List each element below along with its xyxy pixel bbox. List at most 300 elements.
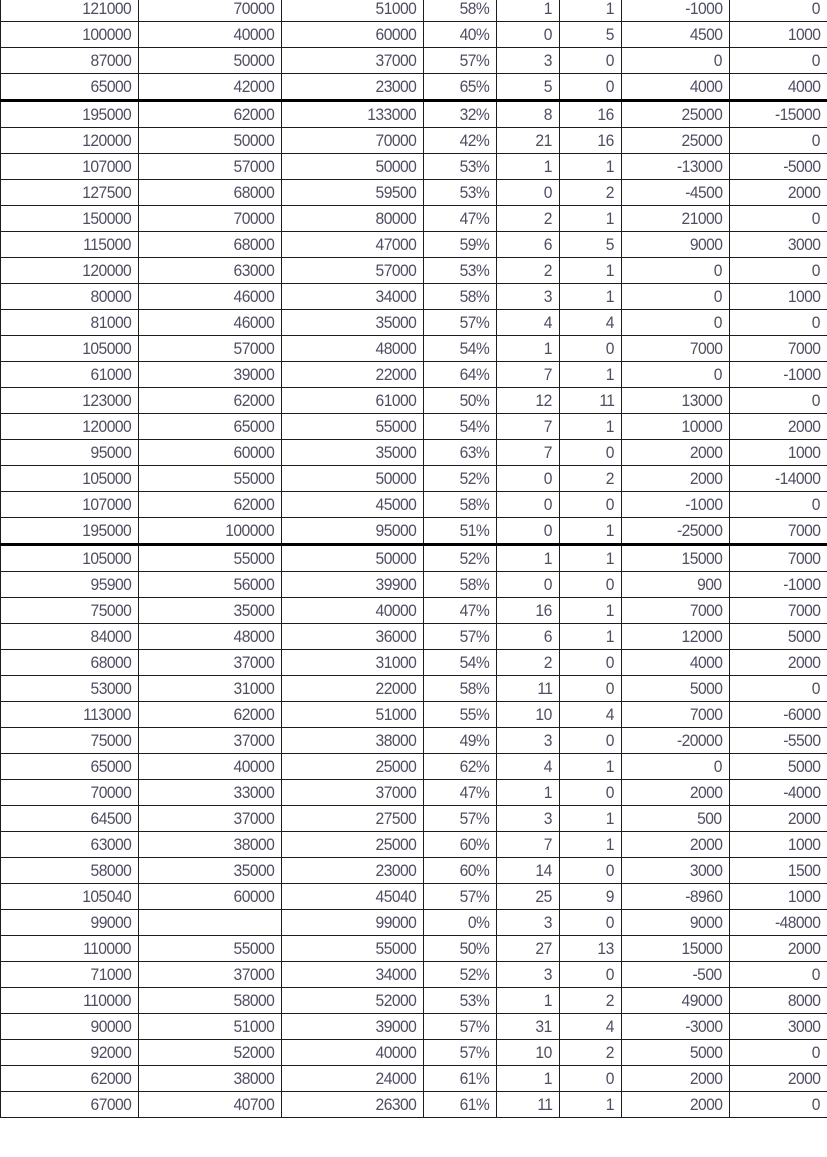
cell[interactable] — [1, 624, 139, 650]
cell[interactable] — [139, 832, 282, 858]
cell[interactable] — [497, 1092, 560, 1118]
cell[interactable] — [1, 545, 139, 572]
cell[interactable] — [497, 650, 560, 676]
cell[interactable] — [139, 206, 282, 232]
cell[interactable] — [560, 74, 622, 101]
cell[interactable] — [424, 1066, 497, 1092]
cell[interactable] — [1, 780, 139, 806]
cell[interactable] — [622, 1066, 730, 1092]
cell[interactable] — [622, 232, 730, 258]
cell[interactable] — [622, 832, 730, 858]
cell[interactable] — [560, 206, 622, 232]
cell[interactable] — [139, 858, 282, 884]
cell[interactable] — [282, 884, 424, 910]
cell[interactable] — [1, 858, 139, 884]
cell[interactable] — [424, 440, 497, 466]
cell[interactable] — [560, 884, 622, 910]
cell[interactable] — [560, 101, 622, 128]
cell[interactable] — [730, 440, 827, 466]
cell[interactable] — [139, 101, 282, 128]
cell[interactable] — [622, 284, 730, 310]
cell[interactable] — [560, 988, 622, 1014]
cell[interactable] — [730, 858, 827, 884]
cell[interactable] — [730, 284, 827, 310]
cell[interactable] — [622, 936, 730, 962]
cell[interactable] — [497, 492, 560, 518]
cell[interactable] — [1, 702, 139, 728]
cell[interactable] — [424, 988, 497, 1014]
cell[interactable] — [560, 754, 622, 780]
cell[interactable] — [282, 728, 424, 754]
cell[interactable] — [560, 414, 622, 440]
cell[interactable] — [139, 310, 282, 336]
cell[interactable] — [139, 362, 282, 388]
cell[interactable] — [424, 806, 497, 832]
cell[interactable] — [622, 128, 730, 154]
cell[interactable] — [730, 492, 827, 518]
cell[interactable] — [282, 440, 424, 466]
cell[interactable] — [730, 624, 827, 650]
cell[interactable] — [139, 806, 282, 832]
cell[interactable] — [282, 362, 424, 388]
cell[interactable] — [730, 414, 827, 440]
cell[interactable] — [282, 310, 424, 336]
cell[interactable] — [622, 598, 730, 624]
cell[interactable] — [424, 832, 497, 858]
cell[interactable] — [497, 936, 560, 962]
cell[interactable] — [424, 128, 497, 154]
cell[interactable] — [560, 258, 622, 284]
cell[interactable] — [730, 336, 827, 362]
cell[interactable] — [282, 962, 424, 988]
cell[interactable] — [282, 598, 424, 624]
cell[interactable] — [139, 728, 282, 754]
cell[interactable] — [730, 1040, 827, 1066]
cell[interactable] — [282, 414, 424, 440]
cell[interactable] — [560, 1092, 622, 1118]
cell[interactable] — [282, 22, 424, 48]
cell[interactable] — [560, 832, 622, 858]
cell[interactable] — [1, 74, 139, 101]
cell[interactable] — [730, 702, 827, 728]
cell[interactable] — [1, 492, 139, 518]
cell[interactable] — [139, 180, 282, 206]
cell[interactable] — [1, 258, 139, 284]
cell[interactable] — [424, 22, 497, 48]
cell[interactable] — [497, 598, 560, 624]
cell[interactable] — [497, 884, 560, 910]
cell[interactable] — [424, 74, 497, 101]
cell[interactable] — [1, 154, 139, 180]
cell[interactable] — [730, 128, 827, 154]
cell[interactable] — [730, 572, 827, 598]
cell[interactable] — [424, 336, 497, 362]
cell[interactable] — [424, 728, 497, 754]
cell[interactable] — [497, 101, 560, 128]
cell[interactable] — [560, 22, 622, 48]
cell[interactable] — [139, 492, 282, 518]
cell[interactable] — [560, 362, 622, 388]
cell[interactable] — [424, 0, 497, 22]
cell[interactable] — [1, 101, 139, 128]
cell[interactable] — [560, 284, 622, 310]
cell[interactable] — [560, 128, 622, 154]
cell[interactable] — [139, 466, 282, 492]
cell[interactable] — [560, 676, 622, 702]
cell[interactable] — [622, 101, 730, 128]
cell[interactable] — [1, 310, 139, 336]
cell[interactable] — [424, 388, 497, 414]
cell[interactable] — [560, 310, 622, 336]
cell[interactable] — [139, 154, 282, 180]
cell[interactable] — [560, 48, 622, 74]
cell[interactable] — [560, 598, 622, 624]
cell[interactable] — [282, 780, 424, 806]
cell[interactable] — [560, 388, 622, 414]
cell[interactable] — [139, 910, 282, 936]
cell[interactable] — [622, 572, 730, 598]
cell[interactable] — [560, 518, 622, 545]
cell[interactable] — [560, 572, 622, 598]
cell[interactable] — [560, 728, 622, 754]
cell[interactable] — [424, 206, 497, 232]
cell[interactable] — [424, 545, 497, 572]
cell[interactable] — [497, 858, 560, 884]
cell[interactable] — [282, 910, 424, 936]
cell[interactable] — [282, 492, 424, 518]
cell[interactable] — [560, 806, 622, 832]
cell[interactable] — [730, 806, 827, 832]
cell[interactable] — [730, 74, 827, 101]
cell[interactable] — [282, 180, 424, 206]
cell[interactable] — [730, 0, 827, 22]
cell[interactable] — [730, 258, 827, 284]
cell[interactable] — [622, 492, 730, 518]
cell[interactable] — [424, 650, 497, 676]
cell[interactable] — [1, 572, 139, 598]
cell[interactable] — [424, 492, 497, 518]
cell[interactable] — [1, 22, 139, 48]
cell[interactable] — [497, 832, 560, 858]
cell[interactable] — [139, 440, 282, 466]
cell[interactable] — [497, 988, 560, 1014]
cell[interactable] — [424, 962, 497, 988]
cell[interactable] — [730, 754, 827, 780]
cell[interactable] — [497, 232, 560, 258]
cell[interactable] — [622, 1040, 730, 1066]
cell[interactable] — [282, 154, 424, 180]
cell[interactable] — [282, 48, 424, 74]
cell[interactable] — [497, 1040, 560, 1066]
cell[interactable] — [139, 676, 282, 702]
cell[interactable] — [1, 598, 139, 624]
cell[interactable] — [1, 1066, 139, 1092]
cell[interactable] — [1, 1014, 139, 1040]
cell[interactable] — [730, 910, 827, 936]
cell[interactable] — [622, 466, 730, 492]
cell[interactable] — [424, 702, 497, 728]
cell[interactable] — [730, 1066, 827, 1092]
cell[interactable] — [560, 780, 622, 806]
cell[interactable] — [1, 206, 139, 232]
cell[interactable] — [560, 910, 622, 936]
cell[interactable] — [730, 466, 827, 492]
cell[interactable] — [282, 1040, 424, 1066]
cell[interactable] — [139, 388, 282, 414]
cell[interactable] — [424, 676, 497, 702]
cell[interactable] — [1, 0, 139, 22]
cell[interactable] — [622, 962, 730, 988]
cell[interactable] — [560, 492, 622, 518]
cell[interactable] — [139, 936, 282, 962]
cell[interactable] — [424, 598, 497, 624]
cell[interactable] — [497, 624, 560, 650]
cell[interactable] — [622, 728, 730, 754]
cell[interactable] — [497, 48, 560, 74]
cell[interactable] — [560, 1014, 622, 1040]
cell[interactable] — [424, 910, 497, 936]
cell[interactable] — [424, 754, 497, 780]
cell[interactable] — [730, 22, 827, 48]
cell[interactable] — [424, 101, 497, 128]
cell[interactable] — [424, 466, 497, 492]
cell[interactable] — [282, 128, 424, 154]
cell[interactable] — [560, 1040, 622, 1066]
cell[interactable] — [139, 232, 282, 258]
cell[interactable] — [497, 728, 560, 754]
cell[interactable] — [139, 336, 282, 362]
cell[interactable] — [1, 466, 139, 492]
cell[interactable] — [139, 754, 282, 780]
cell[interactable] — [497, 128, 560, 154]
cell[interactable] — [282, 1066, 424, 1092]
cell[interactable] — [497, 362, 560, 388]
cell[interactable] — [424, 884, 497, 910]
cell[interactable] — [622, 154, 730, 180]
cell[interactable] — [424, 858, 497, 884]
cell[interactable] — [497, 154, 560, 180]
cell[interactable] — [497, 74, 560, 101]
cell[interactable] — [424, 232, 497, 258]
cell[interactable] — [282, 466, 424, 492]
cell[interactable] — [730, 206, 827, 232]
cell[interactable] — [424, 362, 497, 388]
cell[interactable] — [139, 988, 282, 1014]
cell[interactable] — [497, 780, 560, 806]
cell[interactable] — [622, 988, 730, 1014]
cell[interactable] — [622, 48, 730, 74]
cell[interactable] — [282, 858, 424, 884]
cell[interactable] — [497, 336, 560, 362]
cell[interactable] — [730, 962, 827, 988]
cell[interactable] — [560, 336, 622, 362]
cell[interactable] — [1, 388, 139, 414]
cell[interactable] — [282, 336, 424, 362]
cell[interactable] — [424, 572, 497, 598]
cell[interactable] — [1, 414, 139, 440]
cell[interactable] — [282, 0, 424, 22]
cell[interactable] — [282, 206, 424, 232]
cell[interactable] — [139, 1092, 282, 1118]
cell[interactable] — [560, 1066, 622, 1092]
cell[interactable] — [730, 650, 827, 676]
cell[interactable] — [622, 74, 730, 101]
cell[interactable] — [560, 440, 622, 466]
cell[interactable] — [622, 22, 730, 48]
cell[interactable] — [497, 258, 560, 284]
cell[interactable] — [497, 676, 560, 702]
cell[interactable] — [139, 284, 282, 310]
cell[interactable] — [424, 180, 497, 206]
cell[interactable] — [1, 806, 139, 832]
cell[interactable] — [424, 780, 497, 806]
cell[interactable] — [497, 962, 560, 988]
cell[interactable] — [139, 1066, 282, 1092]
cell[interactable] — [622, 650, 730, 676]
cell[interactable] — [139, 1014, 282, 1040]
cell[interactable] — [1, 128, 139, 154]
cell[interactable] — [560, 466, 622, 492]
cell[interactable] — [497, 702, 560, 728]
cell[interactable] — [497, 440, 560, 466]
cell[interactable] — [730, 936, 827, 962]
cell[interactable] — [730, 884, 827, 910]
cell[interactable] — [424, 1040, 497, 1066]
cell[interactable] — [622, 258, 730, 284]
cell[interactable] — [560, 962, 622, 988]
cell[interactable] — [282, 832, 424, 858]
cell[interactable] — [282, 572, 424, 598]
cell[interactable] — [560, 650, 622, 676]
cell[interactable] — [139, 650, 282, 676]
cell[interactable] — [730, 728, 827, 754]
cell[interactable] — [730, 388, 827, 414]
cell[interactable] — [424, 48, 497, 74]
cell[interactable] — [497, 310, 560, 336]
cell[interactable] — [730, 101, 827, 128]
cell[interactable] — [497, 1066, 560, 1092]
cell[interactable] — [1, 362, 139, 388]
cell[interactable] — [424, 414, 497, 440]
cell[interactable] — [139, 74, 282, 101]
cell[interactable] — [497, 518, 560, 545]
cell[interactable] — [730, 598, 827, 624]
cell[interactable] — [282, 232, 424, 258]
cell[interactable] — [622, 206, 730, 232]
cell[interactable] — [497, 466, 560, 492]
cell[interactable] — [282, 702, 424, 728]
cell[interactable] — [730, 180, 827, 206]
cell[interactable] — [730, 545, 827, 572]
cell[interactable] — [730, 154, 827, 180]
cell[interactable] — [497, 414, 560, 440]
cell[interactable] — [622, 884, 730, 910]
cell[interactable] — [497, 572, 560, 598]
cell[interactable] — [560, 858, 622, 884]
cell[interactable] — [622, 545, 730, 572]
cell[interactable] — [424, 310, 497, 336]
cell[interactable] — [139, 624, 282, 650]
cell[interactable] — [139, 598, 282, 624]
cell[interactable] — [139, 48, 282, 74]
cell[interactable] — [560, 0, 622, 22]
cell[interactable] — [622, 858, 730, 884]
cell[interactable] — [730, 988, 827, 1014]
cell[interactable] — [139, 962, 282, 988]
cell[interactable] — [560, 232, 622, 258]
cell[interactable] — [1, 440, 139, 466]
cell[interactable] — [560, 624, 622, 650]
cell[interactable] — [282, 284, 424, 310]
cell[interactable] — [282, 754, 424, 780]
cell[interactable] — [497, 284, 560, 310]
cell[interactable] — [1, 676, 139, 702]
cell[interactable] — [622, 624, 730, 650]
cell[interactable] — [622, 780, 730, 806]
cell[interactable] — [730, 780, 827, 806]
cell[interactable] — [622, 180, 730, 206]
cell[interactable] — [622, 1092, 730, 1118]
cell[interactable] — [622, 388, 730, 414]
cell[interactable] — [1, 988, 139, 1014]
cell[interactable] — [139, 1040, 282, 1066]
cell[interactable] — [139, 128, 282, 154]
cell[interactable] — [622, 362, 730, 388]
cell[interactable] — [1, 728, 139, 754]
cell[interactable] — [139, 572, 282, 598]
cell[interactable] — [560, 545, 622, 572]
cell[interactable] — [622, 310, 730, 336]
cell[interactable] — [1, 962, 139, 988]
cell[interactable] — [1, 832, 139, 858]
cell[interactable] — [497, 180, 560, 206]
cell[interactable] — [730, 310, 827, 336]
cell[interactable] — [424, 154, 497, 180]
cell[interactable] — [282, 74, 424, 101]
cell[interactable] — [1, 910, 139, 936]
cell[interactable] — [730, 48, 827, 74]
cell[interactable] — [139, 518, 282, 545]
cell[interactable] — [730, 676, 827, 702]
cell[interactable] — [1, 518, 139, 545]
cell[interactable] — [622, 518, 730, 545]
cell[interactable] — [282, 624, 424, 650]
cell[interactable] — [424, 936, 497, 962]
cell[interactable] — [282, 806, 424, 832]
cell[interactable] — [139, 884, 282, 910]
cell[interactable] — [622, 754, 730, 780]
cell[interactable] — [282, 936, 424, 962]
cell[interactable] — [622, 806, 730, 832]
cell[interactable] — [730, 1014, 827, 1040]
cell[interactable] — [139, 545, 282, 572]
cell[interactable] — [560, 936, 622, 962]
cell[interactable] — [497, 0, 560, 22]
cell[interactable] — [424, 624, 497, 650]
cell[interactable] — [1, 284, 139, 310]
cell[interactable] — [139, 702, 282, 728]
cell[interactable] — [560, 180, 622, 206]
cell[interactable] — [1, 336, 139, 362]
cell[interactable] — [497, 388, 560, 414]
cell[interactable] — [1, 232, 139, 258]
cell[interactable] — [622, 702, 730, 728]
cell[interactable] — [497, 22, 560, 48]
cell[interactable] — [282, 258, 424, 284]
cell[interactable] — [560, 702, 622, 728]
cell[interactable] — [730, 832, 827, 858]
cell[interactable] — [730, 232, 827, 258]
